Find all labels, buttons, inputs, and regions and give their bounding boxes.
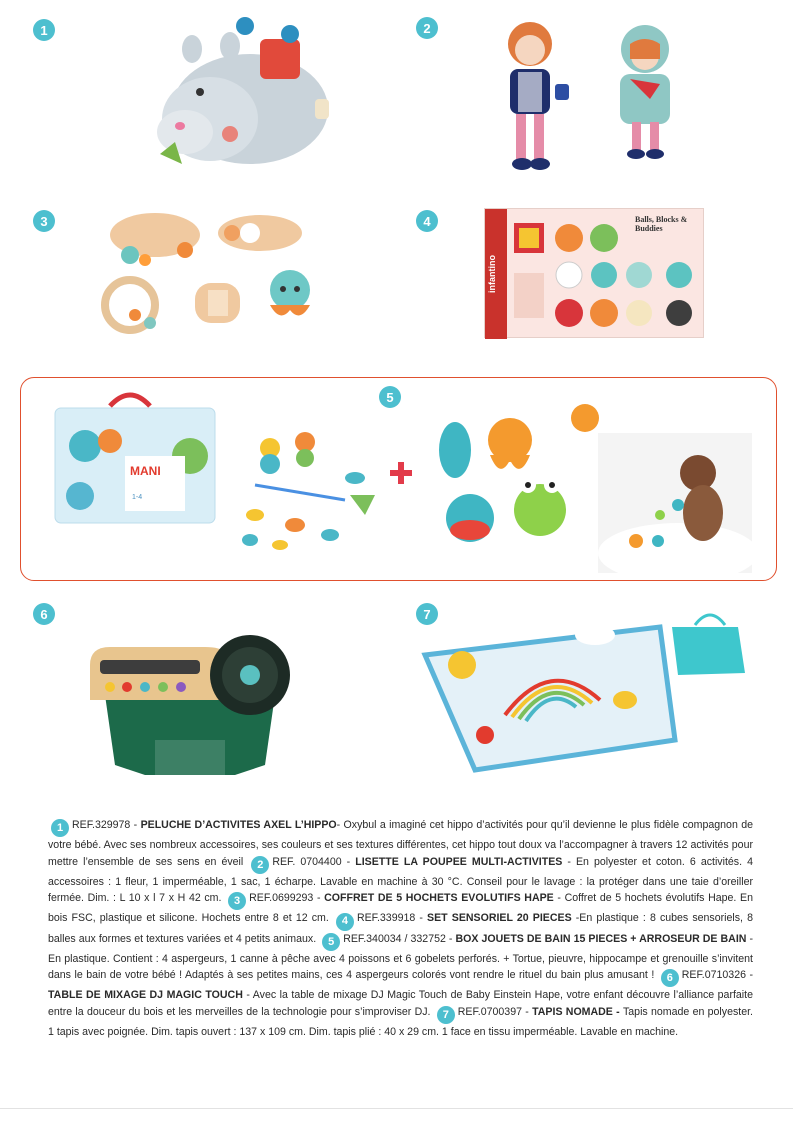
mani-bath-box-image xyxy=(50,386,220,526)
product-description xyxy=(48,817,753,1040)
bath-sprinklers-image xyxy=(430,400,600,555)
infantino-box-image xyxy=(484,208,704,338)
product-badge-2: 2 xyxy=(416,17,438,39)
nomad-mat-image xyxy=(420,605,755,775)
desc-text-3: - Coffret de 5 hochets évolutifs Hape. En bois FSC, plastique et silicone. Hochets entre 8 et 12 cm. xyxy=(48,892,753,925)
fishing-set-image xyxy=(235,430,380,550)
desc-ref-6: REF.0710326 - xyxy=(681,969,754,982)
desc-title-4: SET SENSORIEL 20 PIECES xyxy=(427,912,572,925)
hape-rattles-image xyxy=(90,205,320,345)
mani-age-label: 1-4 xyxy=(132,494,143,501)
infantino-box-title: Balls, Blocks & Buddies xyxy=(635,215,688,233)
desc-badge-7: 7 xyxy=(437,1006,455,1024)
desc-text-7: Tapis nomade en polyester. 1 tapis avec poignée. Dim. tapis ouvert : 137 x 109 cm. Dim. tapis plié : 40 x 29 cm. 1 face en tissu imperméable. Lavable en machine. xyxy=(48,1005,753,1039)
product-badge-5: 5 xyxy=(379,386,401,408)
product-badge-1: 1 xyxy=(33,19,55,41)
desc-badge-4: 4 xyxy=(336,913,354,931)
desc-title-7: TAPIS NOMADE - xyxy=(532,1005,623,1018)
product-badge-3: 3 xyxy=(33,210,55,232)
dj-table-image xyxy=(85,625,300,780)
desc-text-5: - En plastique. Contient : 4 aspergeurs, 1 canne à pêche avec 4 poissons et 6 gobelets perforés. + Tortue, pieuvre, hippocampe et grenouille s’invitent dans le bain de votre bébé ! Adaptés à ses petites mains, ces 4 aspergeurs colorés vont rendre le rituel du bain plus amusant ! xyxy=(48,932,754,982)
product-badge-4: 4 xyxy=(416,210,438,232)
desc-badge-6: 6 xyxy=(661,969,679,987)
desc-text-6: - Avec la table de mixage DJ Magic Touch de Baby Einstein Hape, votre enfant découvre l’alliance parfaite entre la douceur du bois et les merveilles de la technologie pour s’improviser DJ. xyxy=(48,989,753,1018)
infantino-brand-label: infantino xyxy=(487,255,497,293)
product-badge-7: 7 xyxy=(416,603,438,625)
desc-title-5: BOX JOUETS DE BAIN 15 PIECES + ARROSEUR DE BAIN xyxy=(455,932,747,945)
bottom-divider xyxy=(0,1108,793,1109)
desc-title-1: PELUCHE D’ACTIVITES AXEL L’HIPPO xyxy=(140,819,337,831)
mani-brand-label: MANI xyxy=(130,464,161,478)
desc-ref-5: REF.340034 / 332752 - xyxy=(343,932,456,945)
desc-title-2: LISETTE LA POUPEE MULTI-ACTIVITES xyxy=(355,855,563,868)
lisette-doll-image xyxy=(480,14,700,184)
desc-badge-3: 3 xyxy=(228,892,246,910)
desc-badge-2: 2 xyxy=(251,856,269,874)
desc-ref-2: REF. 0704400 - xyxy=(272,855,356,868)
desc-ref-4: REF.339918 - xyxy=(356,912,428,925)
hippo-plush-image xyxy=(140,14,350,184)
desc-text-4: -En plastique : 8 cubes sensoriels, 8 balles aux formes et textures variées et 4 petits animaux. xyxy=(48,912,753,945)
desc-title-6: TABLE DE MIXAGE DJ MAGIC TOUCH xyxy=(48,989,243,1002)
plus-icon xyxy=(388,460,414,486)
desc-ref-7: REF.0700397 - xyxy=(457,1005,533,1018)
baby-bath-photo xyxy=(598,433,752,573)
desc-badge-1: 1 xyxy=(51,819,69,837)
desc-title-3: COFFRET DE 5 HOCHETS EVOLUTIFS HAPE xyxy=(324,892,554,905)
product-badge-6: 6 xyxy=(33,603,55,625)
desc-ref-1: REF.329978 - xyxy=(72,819,141,831)
desc-badge-5: 5 xyxy=(322,933,340,951)
desc-text-2: - En polyester et coton. 6 activités. 4 accessoires : 1 fleur, 1 imperméable, 1 sac, 1 écharpe. Lavable en machine à 30 °C. Conseil pour le lavage : la protéger dans une taie d’oreiller fermée. Dim. : L 10 x l 7 x H 42 cm. xyxy=(48,855,753,905)
desc-ref-3: REF.0699293 - xyxy=(249,892,325,905)
desc-text-1: - Oxybul a imaginé cet hippo d’activités pour qu’il devienne le plus fidèle compagnon de votre bébé. Avec ses nombreux accessoires, ses couleurs et ses textures différentes, cet hippo tout doux va l’accompagner à travers 12 activités pour mettre l’ensemble de ses sens en éveil xyxy=(48,819,753,868)
